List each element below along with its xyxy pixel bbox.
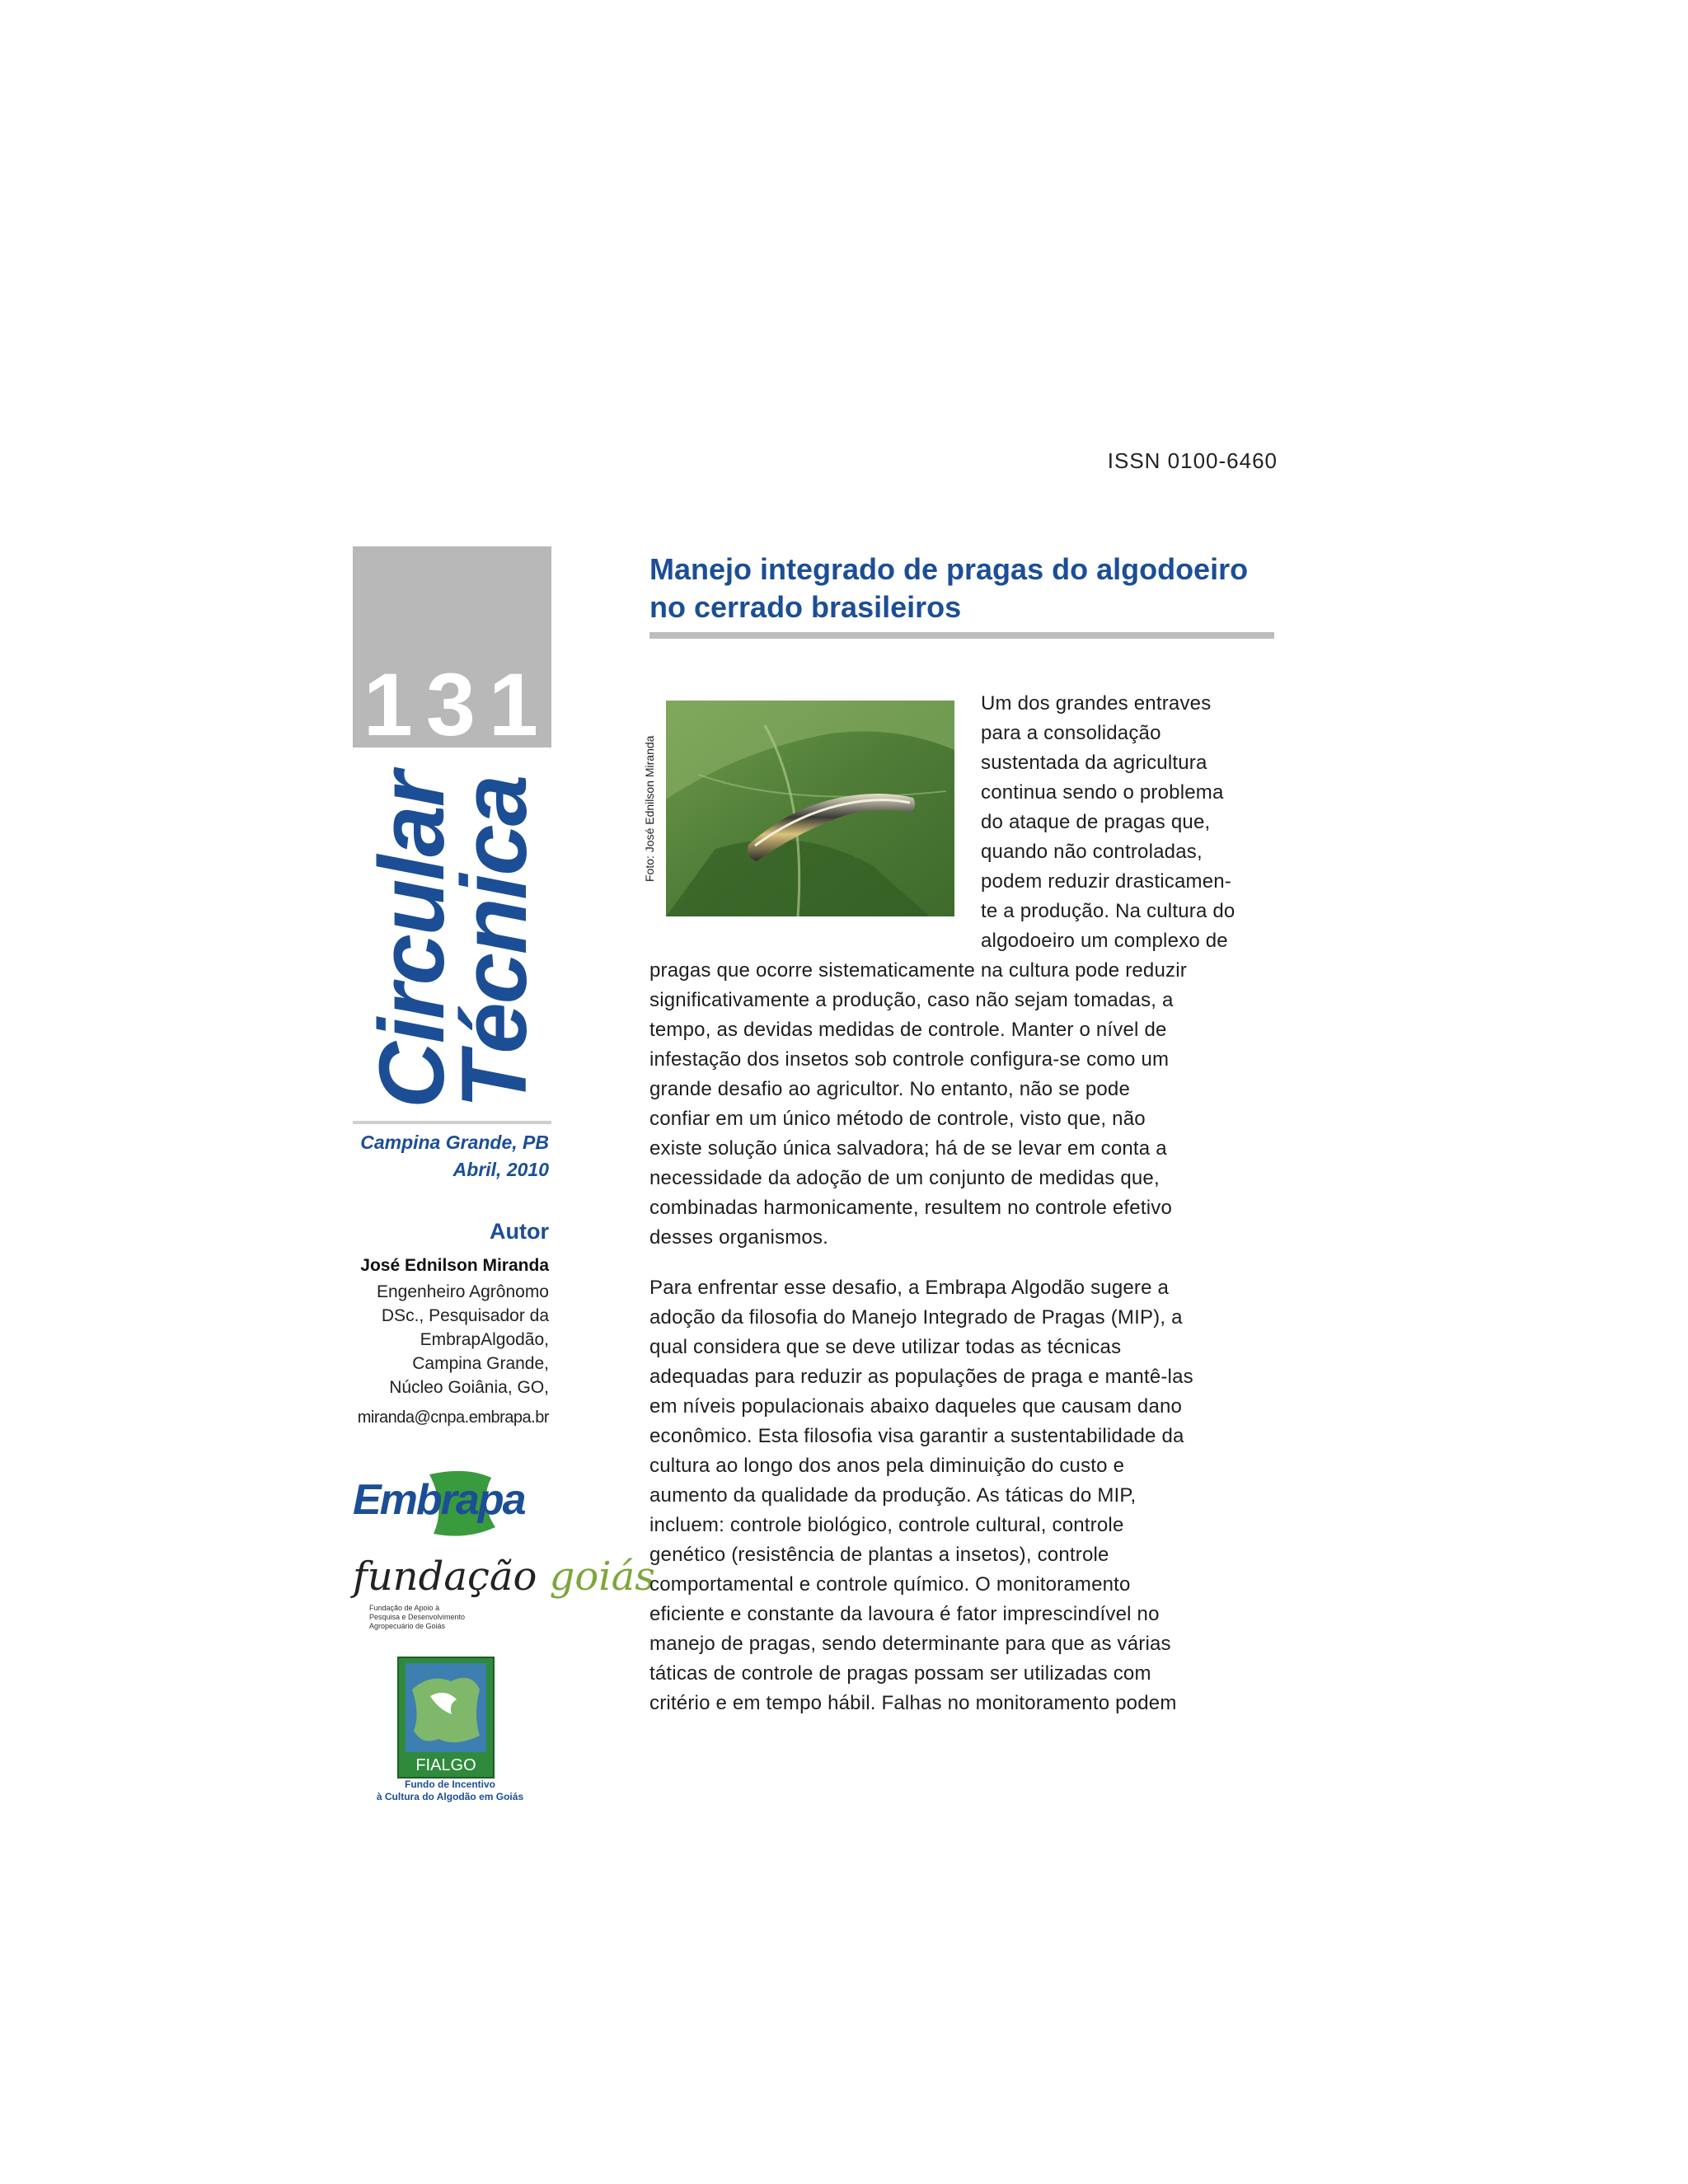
intro-wrap-text <box>981 689 1278 956</box>
title-line: no cerrado brasileiros <box>649 590 962 624</box>
fundacao-logo-goias: goiás <box>549 1554 655 1600</box>
text-line: comportamental e controle químico. O monitoramento <box>649 1573 1131 1596</box>
text-line: pragas que ocorre sistematicamente na cultura pode reduzir <box>649 959 1187 982</box>
author-line: DSc., Pesquisador da <box>381 1306 549 1325</box>
author-name: José Ednilson Miranda <box>360 1256 549 1275</box>
fialgo-subtitle <box>346 1779 554 1803</box>
text-line: táticas de controle de pragas possam ser utilizadas com <box>649 1662 1151 1685</box>
text-line: grande desafio ao agricultor. No entanto, não se pode <box>649 1078 1131 1100</box>
text-line: significativamente a produção, caso não sejam tomadas, a <box>649 989 1174 1011</box>
title-divider <box>649 632 1274 639</box>
author-affiliation <box>313 1280 549 1399</box>
text-line: necessidade da adoção de um conjunto de medidas que, <box>649 1167 1160 1189</box>
text-line: para a consolidação <box>981 722 1161 744</box>
text-line: podem reduzir drasticamen- <box>981 870 1231 893</box>
document-title <box>649 551 1292 626</box>
fundacao-logo-text: fundação <box>353 1554 537 1600</box>
series-number: 131 <box>363 654 551 754</box>
sidebar-divider <box>353 1121 551 1124</box>
paragraph-1 <box>649 956 1280 1253</box>
text-line: em níveis populacionais abaixo daqueles que causam dano <box>649 1395 1183 1418</box>
embrapa-logo-text: Embrapa <box>353 1476 525 1524</box>
text-line: econômico. Esta filosofia visa garantir a sustentabilidade da <box>649 1425 1184 1447</box>
fundacao-sub-line: Pesquisa e Desenvolvimento <box>369 1613 466 1621</box>
text-line: adoção da filosofia do Manejo Integrado de Pragas (MIP), a <box>649 1306 1183 1329</box>
text-line: manejo de pragas, sendo determinante para que as várias <box>649 1633 1171 1655</box>
text-line: continua sendo o problema <box>981 781 1224 804</box>
text-line: critério e em tempo hábil. Falhas no monitoramento podem <box>649 1692 1177 1714</box>
text-line: tempo, as devidas medidas de controle. Manter o nível de <box>649 1019 1167 1041</box>
author-line: Campina Grande, <box>412 1354 549 1373</box>
text-line: cultura ao longo dos anos pela diminuição do custo e <box>649 1455 1125 1477</box>
text-line: confiar em um único método de controle, visto que, não <box>649 1108 1146 1130</box>
caterpillar-photo <box>666 701 954 916</box>
series-title-line2: Técnica <box>443 776 546 1108</box>
text-line: algodoeiro um complexo de <box>981 930 1228 952</box>
fundacao-logo-subtitle <box>369 1604 465 1631</box>
text-line: desses organismos. <box>649 1226 829 1249</box>
text-line: existe solução única salvadora; há de se levar em conta a <box>649 1137 1167 1160</box>
place-city: Campina Grande, PB <box>360 1132 549 1153</box>
author-line: Núcleo Goiânia, GO, <box>389 1378 549 1397</box>
text-line: infestação dos insetos sob controle configura-se como um <box>649 1048 1170 1071</box>
text-line: sustentada da agricultura <box>981 752 1207 774</box>
series-title-line1: Circular <box>360 772 463 1108</box>
text-line: quando não controladas, <box>981 841 1203 863</box>
text-line: do ataque de pragas que, <box>981 811 1211 833</box>
fialgo-logo <box>397 1657 495 1779</box>
fundacao-sub-line: Agropecuário de Goiás <box>369 1622 446 1630</box>
text-line: combinadas harmonicamente, resultem no controle efetivo <box>649 1197 1172 1219</box>
text-line: Um dos grandes entraves <box>981 692 1212 715</box>
author-heading: Autor <box>490 1219 549 1244</box>
author-line: EmbrapAlgodão, <box>420 1330 549 1349</box>
publication-date: Abril, 2010 <box>452 1159 549 1180</box>
fundacao-sub-line: Fundação de Apoio à <box>369 1604 440 1612</box>
paragraph-2 <box>649 1273 1280 1718</box>
text-line: Para enfrentar esse desafio, a Embrapa Algodão sugere a <box>649 1277 1170 1299</box>
fialgo-sub-line: à Cultura do Algodão em Goiás <box>376 1791 524 1802</box>
photo-credit: Foto: José Ednilson Miranda <box>643 735 656 882</box>
author-email: miranda@cnpa.embrapa.br <box>357 1408 549 1427</box>
text-line: qual considera que se deve utilizar todas as técnicas <box>649 1336 1122 1358</box>
text-line: genético (resistência de plantas a insetos), controle <box>649 1544 1109 1566</box>
text-line: eficiente e constante da lavoura é fator imprescindível no <box>649 1603 1160 1625</box>
series-title <box>360 746 560 1108</box>
fundacao-goias-logo <box>353 1554 655 1600</box>
author-line: Engenheiro Agrônomo <box>377 1282 549 1301</box>
fialgo-logo-text: FIALGO <box>415 1756 476 1774</box>
title-line: Manejo integrado de pragas do algodoeiro <box>649 552 1249 586</box>
text-line: aumento da qualidade da produção. As táticas do MIP, <box>649 1484 1137 1507</box>
text-line: adequadas para reduzir as populações de praga e mantê-las <box>649 1366 1193 1388</box>
place-date <box>330 1129 549 1183</box>
text-line: te a produção. Na cultura do <box>981 900 1236 922</box>
text-line: incluem: controle biológico, controle cultural, controle <box>649 1514 1124 1536</box>
issn-number: ISSN 0100-6460 <box>1107 448 1278 473</box>
fialgo-sub-line: Fundo de Incentivo <box>405 1779 495 1790</box>
